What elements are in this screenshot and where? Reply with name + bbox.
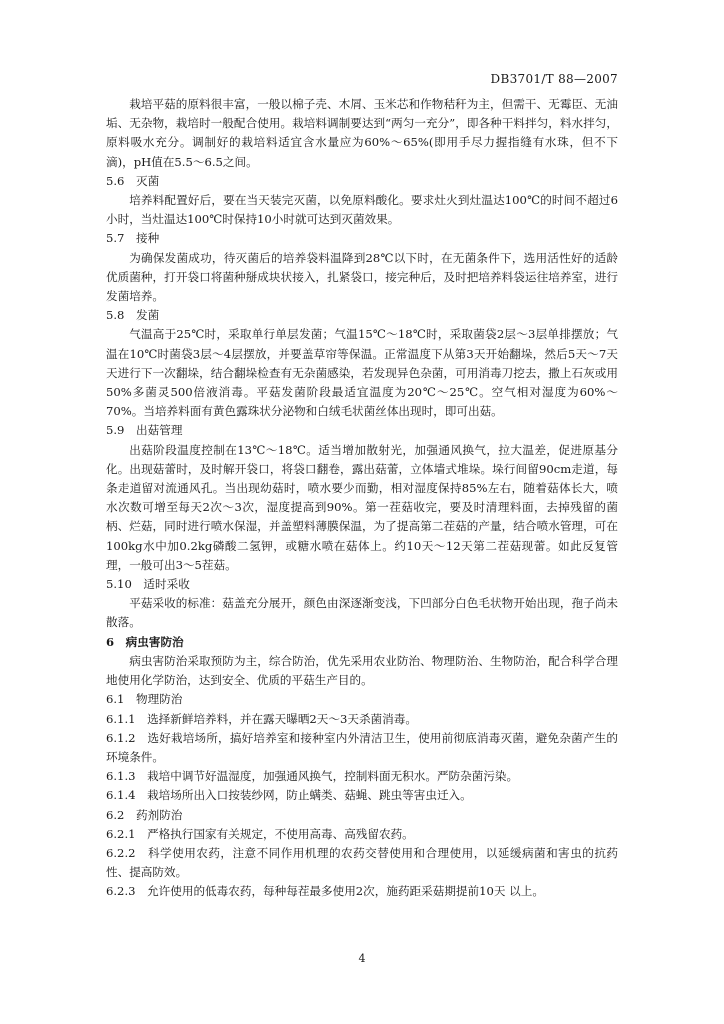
- section-heading-6-1: 6.1 物理防治: [106, 692, 183, 707]
- section-heading-5-9: 5.9 出菇管理: [106, 423, 183, 438]
- clause-6-1-4: 6.1.4 栽培场所出入口按装纱网，防止螨类、菇蝇、跳虫等害虫迁入。: [106, 788, 472, 803]
- section-heading-5-10: 5.10 适时采收: [106, 577, 190, 592]
- section-heading-5-8: 5.8 发菌: [106, 308, 160, 323]
- paragraph-fruiting-management: 出菇阶段温度控制在13℃～18℃。适当增加散射光，加强通风换气，拉大温差，促进原基分化。出现菇蕾时，及时解开袋口，将袋口翻卷，露出菇蕾，立体墙式堆垛。垛行间留90cm走道，每条走道留对流通风孔。当出现幼菇时，喷水要少而勤，相对湿度保持85%左右，随着菇体长大，喷水次数可增至每天2次～3次，湿度提高到90%。第一茬菇收完，要及时清理料面，去掉残留的菌柄、烂菇，同时进行喷水保湿，并盖塑料薄膜保温，为了提高第二茬菇的产量，结合喷水管理，可在100kg水中加0.2kg磷酸二氢钾，或糖水喷在菇体上。约10天～12天第二茬菇现蕾。如此反复管理，一般可出3～5茬菇。: [106, 442, 618, 572]
- clause-6-2-3: 6.2.3 允许使用的低毒农药，每种每茬最多使用2次，施药距采菇期提前10天 以上。: [106, 884, 544, 899]
- paragraph-spawn-running: 气温高于25℃时，采取单行单层发菌；气温15℃～18℃时，采取菌袋2层～3层单排摆放；气温在10℃时菌袋3层～4层摆放，并要盖草帘等保温。正常温度下从第3天开始翻垛，然后5天～7天天进行下一次翻垛，结合翻垛检查有无杂菌感染，若发现异色杂菌，可用消毒刀挖去，撒上石灰或用50%多菌灵500倍液消毒。平菇发菌阶段最适宜温度为20℃～25℃。空气相对湿度为60%～70%。当培养料面有黄色露珠状分泌物和白绒毛状菌丝体出现时，即可出菇。: [106, 327, 618, 419]
- paragraph-sterilization: 培养料配置好后，要在当天装完灭菌，以免原料酸化。要求灶火到灶温达100℃的时间不超过6小时，当灶温达100℃时保持10小时就可达到灭菌效果。: [106, 193, 618, 227]
- paragraph-pest-control: 病虫害防治采取预防为主，综合防治，优先采用农业防治、物理防治、生物防治，配合科学合理地使用化学防治，达到安全、优质的平菇生产目的。: [106, 653, 618, 688]
- section-heading-6-2: 6.2 药剂防治: [106, 807, 183, 822]
- clause-6-1-2: 6.1.2 选好栽培场所，搞好培养室和接种室内外清洁卫生，使用前彻底消毒灭菌，避免杂菌产生的环境条件。: [106, 730, 618, 764]
- section-heading-6: 6 病虫害防治: [106, 634, 184, 649]
- paragraph-harvest: 平菇采收的标准：菇盖充分展开，颜色由深逐渐变浅，下凹部分白色毛状物开始出现，孢子尚未散落。: [106, 596, 618, 630]
- clause-6-1-3: 6.1.3 栽培中调节好温湿度，加强通风换气，控制料面无积水。严防杂菌污染。: [106, 769, 519, 784]
- document-body: [106, 95, 618, 902]
- section-heading-5-6: 5.6 灭菌: [106, 173, 160, 188]
- document-code: DB3701/T 88—2007: [490, 72, 618, 86]
- clause-6-2-2: 6.2.2 科学使用农药，注意不同作用机理的农药交替使用和合理使用，以延缓病菌和害虫的抗药性、提高防效。: [106, 845, 618, 880]
- clause-6-2-1: 6.2.1 严格执行国家有关规定，不使用高毒、高残留农药。: [106, 826, 414, 841]
- paragraph-inoculation: 为确保发菌成功，待灭菌后的培养袋料温降到28℃以下时，在无菌条件下，选用活性好的适龄优质菌种，打开袋口将菌种掰成块状接入，扎紧袋口，接完种后，及时把培养料袋运往培养室，进行发菌培养。: [106, 250, 618, 304]
- paragraph-cultivation-materials: 栽培平菇的原料很丰富，一般以棉子壳、木屑、玉米芯和作物秸秆为主，但需干、无霉臣、无油垢、无杂物，栽培时一般配合使用。栽培料调制要达到“两匀一充分”，即各种干料拌匀，料水拌匀，原料吸水充分。调制好的栽培料适宜含水量应为60%～65%(即用手尽力握指缝有水珠，但不下滴)，pH值在5.5～6.5之间。: [106, 97, 618, 169]
- page-number: 4: [358, 952, 366, 965]
- section-heading-5-7: 5.7 接种: [106, 231, 160, 246]
- clause-6-1-1: 6.1.1 选择新鲜培养料，并在露天曝晒2天～3天杀菌消毒。: [106, 711, 417, 726]
